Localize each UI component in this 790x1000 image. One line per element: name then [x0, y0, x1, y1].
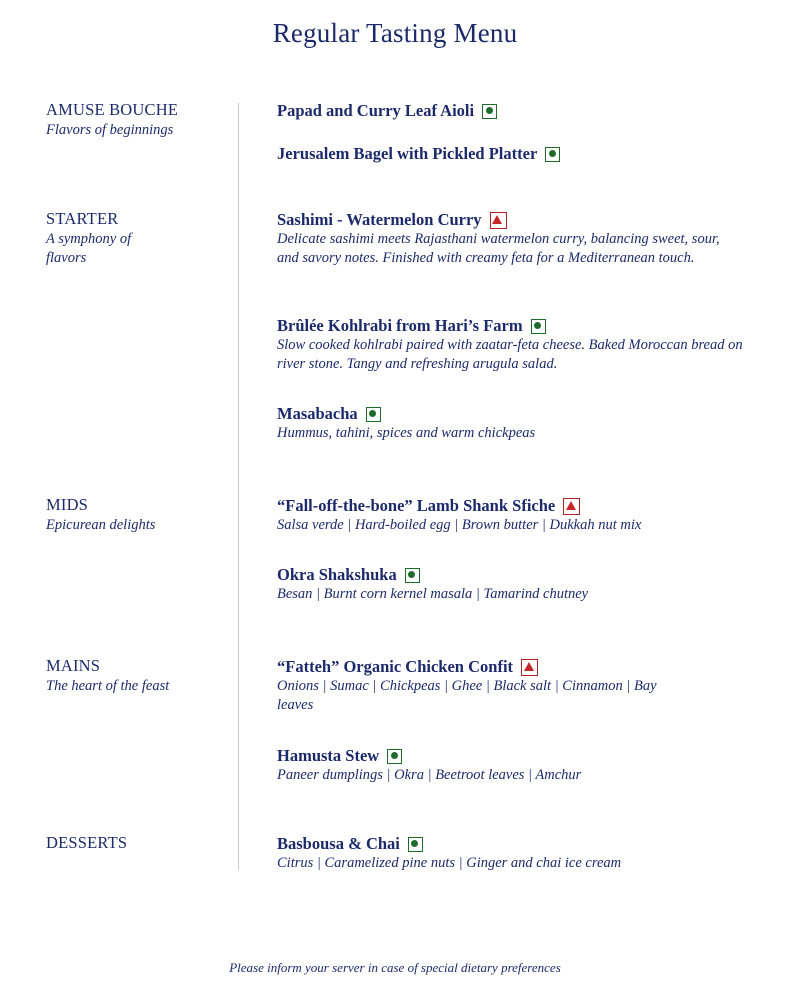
- dish-name: Hamusta Stew: [277, 746, 380, 765]
- veg-icon: [387, 749, 402, 764]
- dish-name: Jerusalem Bagel with Pickled Platter: [277, 144, 538, 163]
- veg-icon: [366, 407, 381, 422]
- non-veg-icon: [490, 212, 507, 229]
- vertical-divider: [238, 103, 239, 870]
- section-subtitle: Epicurean delights: [46, 517, 156, 533]
- non-veg-icon: [563, 498, 580, 515]
- dish-name: Okra Shakshuka: [277, 565, 397, 584]
- dish-name: “Fatteh” Organic Chicken Confit: [277, 657, 514, 676]
- dish-name: Papad and Curry Leaf Aioli: [277, 101, 475, 120]
- dish-item: [277, 315, 767, 373]
- section-title: DESSERTS: [46, 833, 128, 852]
- section-title: MIDS: [46, 495, 89, 514]
- dish-description: Hummus, tahini, spices and warm chickpeas: [277, 425, 536, 441]
- page-title: Regular Tasting Menu: [272, 18, 518, 48]
- dish-item: [277, 656, 767, 714]
- dish-item: [277, 564, 767, 604]
- section-title: AMUSE BOUCHE: [46, 100, 179, 119]
- dish-name: “Fall-off-the-bone” Lamb Shank Sfiche: [277, 496, 556, 515]
- dish-description: Slow cooked kohlrabi paired with zaatar-feta cheese. Baked Moroccan bread on river stone. Tangy and refreshing arugula salad.: [277, 337, 743, 372]
- veg-icon: [405, 568, 420, 583]
- dish-description: Citrus | Caramelized pine nuts | Ginger and chai ice cream: [277, 855, 622, 871]
- veg-icon: [545, 147, 560, 162]
- dish-description: Besan | Burnt corn kernel masala | Tamarind chutney: [277, 586, 589, 602]
- dietary-note: Please inform your server in case of special dietary preferences: [229, 960, 561, 975]
- dish-description: Paneer dumplings | Okra | Beetroot leaves | Amchur: [277, 767, 582, 783]
- dish-item: [277, 143, 767, 165]
- veg-icon: [482, 104, 497, 119]
- dish-item: [277, 100, 767, 122]
- dish-name: Basbousa & Chai: [277, 834, 400, 853]
- section-title: STARTER: [46, 209, 119, 228]
- dish-name: Brûlée Kohlrabi from Hari’s Farm: [277, 316, 523, 335]
- section-title: MAINS: [46, 656, 101, 675]
- veg-icon: [531, 319, 546, 334]
- dish-item: [277, 403, 767, 443]
- dish-name: Sashimi - Watermelon Curry: [277, 210, 482, 229]
- section-subtitle: A symphony of flavors: [46, 231, 132, 266]
- dish-description: Onions | Sumac | Chickpeas | Ghee | Black salt | Cinnamon | Bay leaves: [277, 678, 657, 713]
- veg-icon: [408, 837, 423, 852]
- section-subtitle: The heart of the feast: [46, 678, 170, 694]
- dish-item: [277, 209, 767, 267]
- dish-description: Salsa verde | Hard-boiled egg | Brown butter | Dukkah nut mix: [277, 517, 642, 533]
- dish-item: [277, 745, 767, 785]
- dish-item: [277, 833, 767, 873]
- dish-name: Masabacha: [277, 404, 358, 423]
- section-subtitle: Flavors of beginnings: [46, 122, 174, 138]
- non-veg-icon: [521, 659, 538, 676]
- dish-description: Delicate sashimi meets Rajasthani watermelon curry, balancing sweet, sour, and savory notes. Finished with creamy feta for a Mediterranean touch.: [277, 231, 720, 266]
- dish-item: [277, 495, 767, 535]
